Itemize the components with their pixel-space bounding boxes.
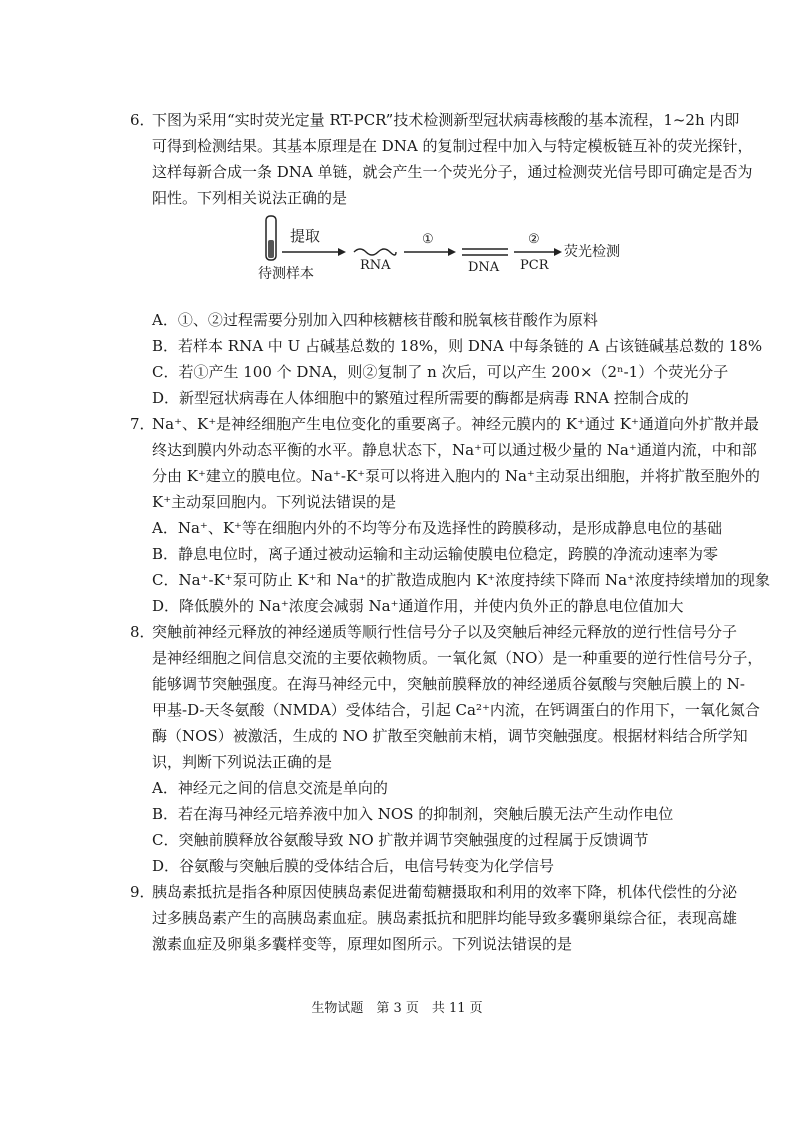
- step1-label: ①: [422, 232, 434, 247]
- q8-stem-line: 突触前神经元释放的神经递质等顺行性信号分子以及突触后神经元释放的逆行性信号分子: [152, 623, 738, 641]
- test-tube-liquid: [268, 240, 274, 258]
- q8-option-a: A．神经元之间的信息交流是单向的: [152, 779, 388, 797]
- q6-stem-line: 这样每新合成一条 DNA 单链，就会产生一个荧光分子，通过检测荧光信号即可确定是否为: [152, 163, 753, 181]
- q7-option-c: C．Na⁺-K⁺泵可防止 K⁺和 Na⁺的扩散造成胞内 K⁺浓度持续下降而 Na⁺浓度持续增加的现象: [152, 571, 770, 589]
- q9-stem-line: 过多胰岛素产生的高胰岛素血症。胰岛素抵抗和肥胖均能导致多囊卵巢综合征，表现高雄: [152, 909, 738, 927]
- q8-stem-line: 酶（NOS）被激活，生成的 NO 扩散至突触前末梢，调节突触强度。根据材料结合所学知: [152, 727, 748, 745]
- q7-number: 7．: [130, 415, 155, 433]
- step2-label: ②: [528, 232, 540, 247]
- q7-option-b: B．静息电位时，离子通过被动运输和主动运输使膜电位稳定，跨膜的净流动速率为零: [152, 545, 719, 563]
- q6-option-c: C．若①产生 100 个 DNA，则②复制了 n 次后，可以产生 200×（2ⁿ-1）个荧光分子: [152, 363, 729, 381]
- q7-stem-line: K⁺主动泵回胞内。下列说法错误的是: [152, 493, 397, 511]
- q8-option-c: C．突触前膜释放谷氨酸导致 NO 扩散并调节突触强度的过程属于反馈调节: [152, 831, 649, 849]
- q6-stem-line: 下图为采用“实时荧光定量 RT-PCR”技术检测新型冠状病毒核酸的基本流程，1~2h 内即: [152, 111, 740, 129]
- q8-option-b: B．若在海马神经元培养液中加入 NOS 的抑制剂，突触后膜无法产生动作电位: [152, 805, 674, 823]
- q7-option-a: A．Na⁺、K⁺等在细胞内外的不均等分布及选择性的跨膜移动，是形成静息电位的基础: [152, 519, 722, 537]
- q9-number: 9．: [130, 883, 155, 901]
- q6-stem-line: 可得到检测结果。其基本原理是在 DNA 的复制过程中加入与特定模板链互补的荧光探针，: [152, 137, 753, 155]
- q7-stem-line: 分由 K⁺建立的膜电位。Na⁺-K⁺泵可以将进入胞内的 Na⁺主动泵出细胞，并将扩散至胞外的: [152, 467, 760, 485]
- dna-label: DNA: [468, 260, 500, 275]
- arrow-head-icon: [338, 248, 346, 256]
- q9-stem-line: 胰岛素抵抗是指各种原因使胰岛素促进葡萄糖摄取和利用的效率下降，机体代偿性的分泌: [152, 883, 738, 901]
- q7-stem-line: Na⁺、K⁺是神经细胞产生电位变化的重要离子。神经元膜内的 K⁺通过 K⁺通道向外扩散并最: [152, 415, 759, 433]
- q7-option-d: D．降低膜外的 Na⁺浓度会减弱 Na⁺通道作用，并使内负外正的静息电位值加大: [152, 597, 684, 615]
- q7-stem-line: 终达到膜内外动态平衡的水平。静息状态下，Na⁺可以通过极少量的 Na⁺通道内流，中和部: [152, 441, 757, 459]
- q8-stem-line: 甲基-D-天冬氨酸（NMDA）受体结合，引起 Ca²⁺内流，在钙调蛋白的作用下，一氧化氮合: [152, 701, 760, 719]
- q6-option-d: D．新型冠状病毒在人体细胞中的繁殖过程所需要的酶都是病毒 RNA 控制合成的: [152, 389, 689, 407]
- rt-pcr-flow-diagram: [258, 214, 618, 286]
- arrow-head-icon: [448, 248, 456, 256]
- q8-option-d: D．谷氨酸与突触后膜的受体结合后，电信号转变为化学信号: [152, 857, 555, 875]
- q6-number: 6．: [130, 111, 155, 129]
- q9-stem-line: 激素血症及卵巢多囊样变等，原理如图所示。下列说法错误的是: [152, 935, 573, 953]
- rna-label: RNA: [360, 258, 391, 273]
- sample-label: 待测样本: [258, 266, 314, 282]
- rna-strand-icon: [354, 249, 396, 255]
- fluorescence-detect-label: 荧光检测: [564, 244, 620, 260]
- extract-label: 提取: [290, 227, 321, 245]
- pcr-label: PCR: [520, 258, 549, 273]
- q6-option-b: B．若样本 RNA 中 U 占碱基总数的 18%，则 DNA 中每条链的 A 占该链碱基总数的 18%: [152, 337, 763, 355]
- q6-stem-line: 阳性。下列相关说法正确的是: [152, 189, 348, 207]
- q8-stem-line: 是神经细胞之间信息交流的主要依赖物质。一氧化氮（NO）是一种重要的逆行性信号分子，: [152, 649, 763, 667]
- q6-option-a: A．①、②过程需要分别加入四种核糖核苷酸和脱氧核苷酸作为原料: [152, 311, 598, 329]
- q8-stem-line: 识，判断下列说法正确的是: [152, 753, 333, 771]
- page-footer: 生物试题 第 3 页 共 11 页: [311, 1001, 483, 1016]
- q8-number: 8．: [130, 623, 155, 641]
- q8-stem-line: 能够调节突触强度。在海马神经元中，突触前膜释放的神经递质谷氨酸与突触后膜上的 N-: [152, 675, 745, 693]
- arrow-head-icon: [554, 248, 562, 256]
